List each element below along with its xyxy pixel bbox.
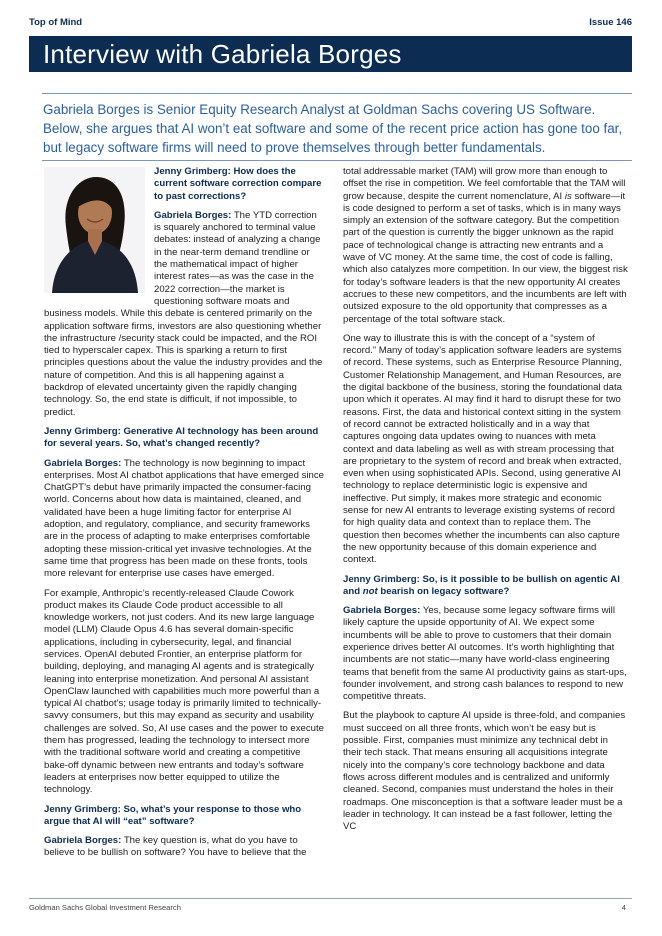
- answer-4-paragraph-2: But the playbook to capture AI upside is three-fold, and companies must succeed on all three fronts, which won’t be easy but is possible. First, companies must minimize any technical debt in their tech stack. That means ensuring all acquisitions integrate nicely into the company’s core technology backbone and data flows across different modules and is centralized and uniformly cleaned. Second, companies must understand the holes in their roadmaps. One misconception is that a software leader must be a leader in technology. It can instead be a fast follower, letting the VC: [343, 710, 626, 833]
- question-1-text: How does the current software correction compare to past corrections?: [154, 166, 322, 202]
- footer: [29, 903, 632, 912]
- left-column: [44, 166, 325, 867]
- right-column: [343, 166, 628, 840]
- interviewee-label: Gabriela Borges:: [44, 457, 122, 469]
- page-title: Interview with Gabriela Borges: [43, 39, 402, 69]
- portrait-photo: [44, 167, 145, 293]
- question-4-pre: So, is it possible to be bullish on agentic AI and: [343, 573, 620, 597]
- interviewer-label: Jenny Grimberg:: [44, 803, 121, 815]
- question-3-text: So, what’s your response to those who argue that AI will “eat” software?: [44, 803, 302, 827]
- intro-summary: Gabriela Borges is Senior Equity Research Analyst at Goldman Sachs covering US Software. Below, she argues that AI won’t eat software and some of the recent price action has gone too far, but legacy software firms will need to prove themselves through better fundamentals.: [43, 102, 623, 155]
- answer-4-text: Yes, because some legacy software firms will likely capture the upside opportunity of AI. We expect some incumbents will be able to prove to customers that their domain experience drives better AI outcomes. It’s worth highlighting that incumbents are not static—many have world-class engineering teams that benefit from the same AI productivity gains as start-ups, founder involvement, and strong cash balances to respond to new competitive threats.: [343, 605, 627, 703]
- answer-3-cont-part-1: total addressable market (TAM) will grow more than enough to offset the rise in competition. We feel comfortable that the TAM will grow because, despite the current nomenclature, AI: [343, 166, 626, 202]
- answer-3-paragraph-2: One way to illustrate this is with the concept of a “system of record.” Many of today’s application software leaders are systems of record. These systems, such as Enterprise Resource Planning, Customer Relationship Management, and Human Resources, are the digital backbone of the business, storing the foundational data upon which it operates. AI may find it hard to disrupt these for two reasons. First, the data and historical context sitting in the system of record cannot be extracted holistically and in a way that captures ongoing data updates owing to nuances with meta context and data labeling as well as with stream processing that are proprietary to the system of record and break when extracted, even when using sophisticated APIs. Second, using generative AI technology to replace deterministic logic is expensive and ineffective. Put simply, it makes more strategic and economic sense for new AI entrants to leverage existing systems of record for high quality data and context than to replace them. The question then becomes whether the incumbents can also capture the new opportunity because of this domain experience and context.: [343, 332, 622, 566]
- interviewer-label: Jenny Grimberg:: [154, 166, 231, 177]
- answer-4: [343, 605, 628, 703]
- footer-rule: [29, 898, 632, 899]
- interviewee-label: Gabriela Borges:: [154, 209, 232, 221]
- answer-2: [44, 458, 325, 581]
- answer-3-cont-emphasis: is: [564, 190, 572, 202]
- question-2: [44, 426, 325, 451]
- question-2-text: Generative AI technology has been around for several years. So, what’s changed recently?: [44, 425, 319, 450]
- footer-source: Goldman Sachs Global Investment Research: [29, 903, 181, 912]
- page-number: 4: [621, 903, 626, 912]
- answer-1-text: The YTD correction is squarely anchored to terminal value debates: instead of analyzing a change in the near-term demand trendline or the mathematical impact of higher interest rates—as was the case in the 2022 correction—the market is questioning software moats and business models. While this debate is centered primarily on the application software firms, investors are also questioning whether the infrastructure /security stack could be impacted, and the ROI tied to hyperscaler capex. This is sparking a return to first principles questions about the value the industry provides and the nature of competition. And this is all happening against a backdrop of elevated uncertainty given the rapidly changing technology. So, the end state is difficult, if not impossible, to predict.: [44, 209, 323, 418]
- answer-3: [44, 835, 325, 860]
- issue-number: Issue 146: [589, 17, 632, 28]
- question-4-emphasis: not: [362, 585, 378, 597]
- answer-3-continued: [343, 166, 628, 326]
- answer-3-text: The key question is, what do you have to believe to be bullish on software? You have to believe that the: [44, 835, 307, 859]
- top-bar: [29, 17, 632, 31]
- interviewer-label: Jenny Grimberg:: [44, 425, 121, 437]
- series-name: Top of Mind: [29, 17, 83, 28]
- interviewer-label: Jenny Grimberg:: [343, 573, 420, 585]
- answer-2-paragraph-2: For example, Anthropic’s recently-released Claude Cowork product makes its Claude Code product accessible to all knowledge workers, not just coders. And its new large language model (LLM) Claude Opus 4.6 has several domain-specific applications, including in cybersecurity, legal, and financial services. OpenAI debuted Frontier, an enterprise platform for building, deploying, and managing AI agents and is strategically leaning into enterprise monetization. And personal AI assistant OpenClaw launched with capabilities much more powerful than a typical AI chatbot’s; usage today is primarily limited to technically-savvy consumers, but this may expand as security and usability challenges are solved. So, AI use cases and the power to execute them has progressed, leading the technology to intersect more with the traditional software world and creating a competitive bake-off dynamic between new entrants and today’s software leaders at enterprises now better equipped to utilize the technology.: [44, 587, 324, 796]
- question-4-post: bearish on legacy software?: [380, 585, 510, 597]
- interviewee-label: Gabriela Borges:: [343, 605, 421, 617]
- intro-top-rule: [42, 93, 632, 94]
- answer-2-text: The technology is now beginning to impact enterprises. Most AI chatbot applications that have emerged since ChatGPT’s debut have primarily impacted the consumer-facing world. Concerns about how data is maintained, cleaned, and validated have been a huge limiting factor for enterprise AI adoption, and regulatory, compliance, and security frameworks are in the process of adapting to make enterprises comfortable adopting these mission-critical yet invasive technologies. At the same time that progress has been made on these fronts, tools more relevant for enterprise use cases have emerged.: [44, 457, 324, 580]
- interviewee-label: Gabriela Borges:: [44, 835, 122, 847]
- question-4: [343, 574, 628, 599]
- portrait-image: [44, 167, 145, 293]
- question-3: [44, 804, 325, 829]
- title-banner: [29, 36, 632, 72]
- answer-3-cont-part-2: software—it is code designed to perform a set of tasks, which is in many ways simply an extension of the software category. But the competition part of the question is currently the bigger unknown as the rapid pace of technological change is attracting new entrants and a wave of VC money. At the same time, the cost of code is falling, which also catalyzes more competition. In our view, the biggest risk for today’s software leaders is that the new opportunity AI creates accrues to these new competitors, and the incumbents are left with outsized exposure to the old opportunity that compresses as a percentage of the total software stack.: [343, 190, 628, 325]
- intro-bottom-rule: [42, 160, 632, 161]
